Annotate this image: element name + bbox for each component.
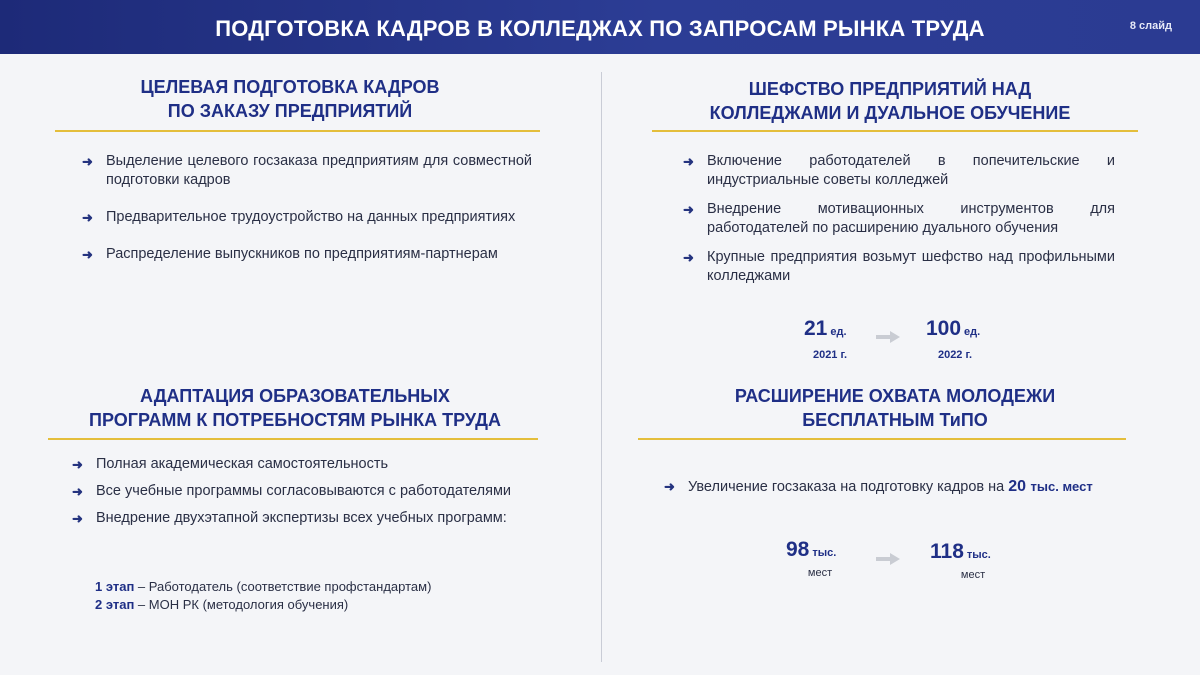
gray-arrow-icon xyxy=(876,553,900,565)
list-item xyxy=(72,482,512,501)
list-adaptation xyxy=(72,455,512,528)
column-divider xyxy=(601,72,602,662)
gold-underline xyxy=(55,130,540,132)
arrow-right-icon: ➜ xyxy=(72,484,83,499)
stages-list xyxy=(95,578,515,614)
title-line: БЕСПЛАТНЫМ ТиПО xyxy=(802,410,988,430)
list-item-text: Предварительное трудоустройство на данных предприятиях xyxy=(106,209,516,225)
stage-label: 1 этап xyxy=(95,579,135,594)
coverage-to-sub: мест xyxy=(960,569,986,581)
gold-underline xyxy=(638,438,1126,440)
title-line: ПРОГРАММ К ПОТРЕБНОСТЯМ РЫНКА ТРУДА xyxy=(89,410,501,430)
title-line: КОЛЛЕДЖАМИ И ДУАЛЬНОЕ ОБУЧЕНИЕ xyxy=(709,103,1071,123)
stage-item xyxy=(95,578,515,596)
arrow-right-icon: ➜ xyxy=(72,457,83,472)
list-item-prefix: на xyxy=(988,479,1005,495)
value-number: 21 xyxy=(804,317,828,340)
title-line: ЦЕЛЕВАЯ ПОДГОТОВКА КАДРОВ xyxy=(140,77,440,97)
patronage-from-value xyxy=(804,317,847,341)
list-item-text: Полная академическая самостоятельность xyxy=(96,456,389,472)
title-line: ПО ЗАКАЗУ ПРЕДПРИЯТИЙ xyxy=(167,101,413,121)
list-item-text: Все учебные программы согласовываются с работодателями xyxy=(96,483,512,499)
value-number: 100 xyxy=(926,317,962,340)
value-number: 98 xyxy=(786,538,810,561)
list-item-text: Увеличение госзаказа на подготовку кадров xyxy=(688,479,985,495)
arrow-right-icon: ➜ xyxy=(82,210,93,225)
section-title-adaptation xyxy=(55,384,535,432)
slide-number: 8 слайд xyxy=(1129,20,1172,32)
list-patronage xyxy=(683,152,1115,286)
title-line: РАСШИРЕНИЕ ОХВАТА МОЛОДЕЖИ xyxy=(734,386,1056,406)
title-line: АДАПТАЦИЯ ОБРАЗОВАТЕЛЬНЫХ xyxy=(140,386,450,406)
section-title-target xyxy=(60,75,520,123)
section-title-coverage xyxy=(660,384,1130,432)
slide-title: ПОДГОТОВКА КАДРОВ В КОЛЛЕДЖАХ ПО ЗАПРОСАМ РЫНКА ТРУДА xyxy=(215,16,985,41)
value-number: 118 xyxy=(930,540,964,563)
list-item xyxy=(72,509,512,528)
coverage-to-value xyxy=(930,540,991,564)
patronage-to-value xyxy=(926,317,980,341)
value-unit: ед. xyxy=(964,326,981,338)
list-item xyxy=(82,152,532,190)
list-item xyxy=(683,200,1115,238)
stage-label: 2 этап xyxy=(95,597,135,612)
list-item xyxy=(82,245,532,264)
patronage-from-year: 2021 г. xyxy=(812,349,848,361)
coverage-from-sub: мест xyxy=(807,567,833,579)
stage-text: – МОН РК (методология обучения) xyxy=(134,597,349,612)
list-coverage xyxy=(664,476,1148,498)
list-item xyxy=(683,152,1115,190)
arrow-right-icon: ➜ xyxy=(683,202,694,217)
list-item xyxy=(664,476,1148,498)
arrow-right-icon: ➜ xyxy=(683,154,694,169)
value-unit: тыс. xyxy=(812,547,837,559)
arrow-right-icon: ➜ xyxy=(82,247,93,262)
list-item-text: Внедрение двухэтапной экспертизы всех учебных программ: xyxy=(96,510,507,526)
stage-text: – Работодатель (соответствие профстандартам) xyxy=(134,579,432,594)
arrow-right-icon: ➜ xyxy=(664,479,675,494)
list-item-text: Включение работодателей в попечительские и индустриальные советы колледжей xyxy=(707,153,1115,188)
value-unit: тыс. мест xyxy=(1030,479,1093,494)
highlight-value xyxy=(1008,478,1092,495)
stage-item xyxy=(95,596,515,614)
list-item xyxy=(72,455,512,474)
list-item-text: Распределение выпускников по предприятиям-партнерам xyxy=(106,246,498,262)
gray-arrow-icon xyxy=(876,331,900,343)
arrow-right-icon: ➜ xyxy=(82,154,93,169)
coverage-from-value xyxy=(786,538,836,562)
list-item-text: Крупные предприятия возьмут шефство над профильными колледжами xyxy=(707,249,1115,284)
gold-underline xyxy=(652,130,1138,132)
list-target xyxy=(82,152,532,264)
list-item xyxy=(82,208,532,227)
slide-header xyxy=(0,0,1200,54)
title-line: ШЕФСТВО ПРЕДПРИЯТИЙ НАД xyxy=(748,79,1032,99)
value-number: 20 xyxy=(1008,478,1027,495)
arrow-right-icon: ➜ xyxy=(72,511,83,526)
value-unit: тыс. xyxy=(966,549,991,561)
arrow-right-icon: ➜ xyxy=(683,250,694,265)
list-item xyxy=(683,248,1115,286)
section-title-patronage xyxy=(660,77,1120,125)
patronage-to-year: 2022 г. xyxy=(937,349,973,361)
gold-underline xyxy=(48,438,538,440)
value-unit: ед. xyxy=(830,326,847,338)
list-item-text: Выделение целевого госзаказа предприятиям для совместной подготовки кадров xyxy=(106,153,532,188)
list-item-text: Внедрение мотивационных инструментов для работодателей по расширению дуального обучения xyxy=(707,201,1115,236)
